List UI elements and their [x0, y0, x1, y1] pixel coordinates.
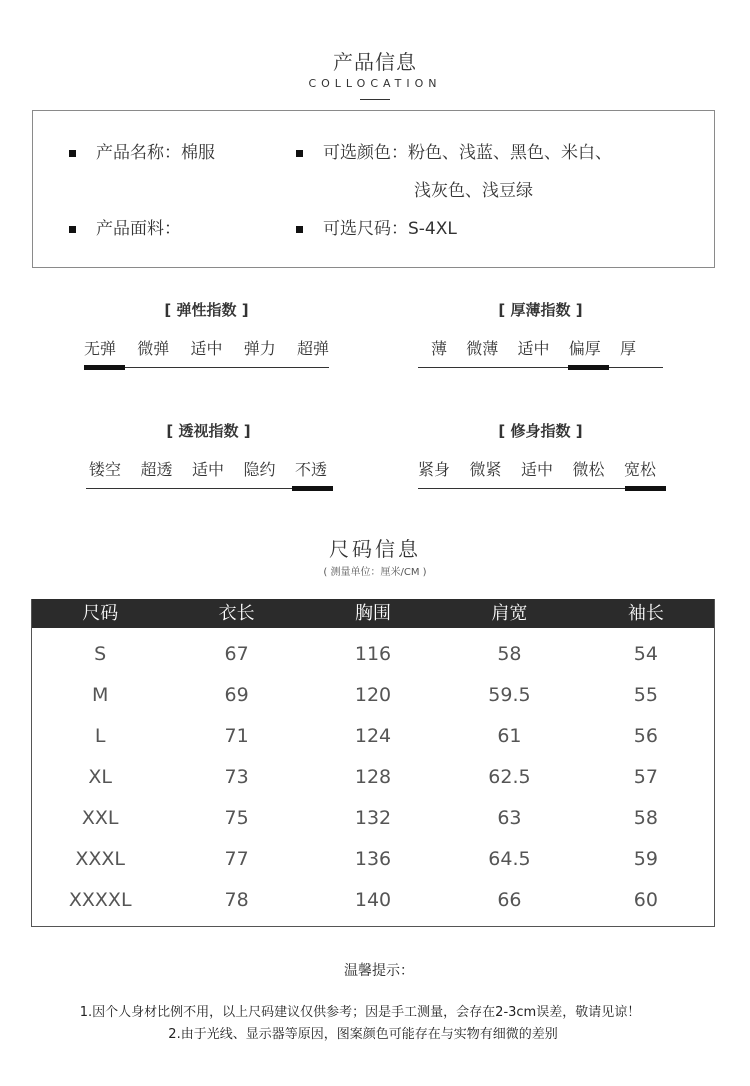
index-selected-marker: [568, 365, 609, 370]
table-cell: 61: [497, 725, 522, 747]
table-cell: XL: [88, 766, 112, 788]
index-option: 超弹: [296, 339, 329, 358]
column-header: 肩宽: [491, 603, 528, 624]
index-option: 微薄: [466, 339, 499, 358]
index-title: [ 修身指数 ]: [498, 422, 583, 440]
index-option: 紧身: [418, 460, 451, 479]
table-cell: XXXL: [75, 848, 126, 870]
product-info-box: [32, 110, 715, 268]
table-cell: 71: [224, 725, 249, 747]
table-cell: 64.5: [488, 848, 531, 870]
product-name-label: 产品名称：棉服: [96, 143, 215, 163]
table-cell: 140: [354, 889, 392, 911]
table-cell: 73: [224, 766, 249, 788]
table-cell: 136: [354, 848, 392, 870]
index-option: 弹力: [243, 339, 276, 358]
index-title: [ 厚薄指数 ]: [498, 301, 583, 319]
column-header: 衣长: [218, 603, 255, 624]
table-cell: 67: [224, 643, 249, 665]
table-cell: 77: [224, 848, 249, 870]
product-colors-label: 可选颜色：粉色、浅蓝、黑色、米白、: [323, 143, 612, 163]
table-cell: 58: [633, 807, 658, 829]
index-option: 隐约: [243, 460, 276, 479]
table-cell: S: [94, 643, 107, 665]
bullet-icon: [69, 226, 76, 233]
table-cell: 62.5: [488, 766, 531, 788]
table-cell: 120: [354, 684, 392, 706]
table-cell: M: [92, 684, 109, 706]
table-row: [32, 839, 714, 880]
tips-line-1: 1.因个人身材比例不用，以上尺码建议仅供参考；因是手工测量，会存在2-3cm误差，敬请见谅！: [79, 1005, 641, 1020]
product-fabric-label: 产品面料：: [96, 219, 181, 239]
table-cell: L: [94, 725, 106, 747]
table-cell: 58: [497, 643, 522, 665]
index-option: 薄: [431, 339, 448, 358]
table-row: [32, 880, 714, 921]
table-row: [32, 757, 714, 798]
page-title: 产品信息: [333, 50, 417, 74]
index-option: 适中: [191, 460, 224, 479]
table-cell: 59: [633, 848, 658, 870]
table-cell: 66: [497, 889, 522, 911]
index-option: 微松: [572, 460, 605, 479]
title-divider: [360, 99, 390, 100]
tips-line-2: 2.由于光线、显示器等原因，图案颜色可能存在与实物有细微的差别: [168, 1027, 558, 1042]
column-header: 胸围: [355, 603, 392, 624]
bullet-icon: [296, 150, 303, 157]
table-row: [32, 675, 714, 716]
index-selected-marker: [84, 365, 125, 370]
table-cell: XXL: [81, 807, 119, 829]
index-selected-marker: [625, 486, 666, 491]
table-cell: XXXXL: [68, 889, 132, 911]
index-option: 不透: [294, 460, 327, 479]
size-info-title: 尺码信息: [329, 537, 421, 561]
table-cell: 128: [354, 766, 392, 788]
table-cell: 116: [354, 643, 392, 665]
index-option: 偏厚: [568, 339, 601, 358]
index-option: 适中: [517, 339, 550, 358]
index-option: 微紧: [469, 460, 502, 479]
index-option: 厚: [619, 339, 636, 358]
index-option: 超透: [140, 460, 173, 479]
table-cell: 75: [224, 807, 249, 829]
size-table-header: [32, 599, 714, 628]
tips-title: 温馨提示：: [344, 963, 414, 979]
size-table: [31, 599, 715, 927]
index-selected-marker: [292, 486, 333, 491]
index-title: [ 弹性指数 ]: [164, 301, 249, 319]
bullet-icon: [69, 150, 76, 157]
table-cell: 63: [497, 807, 522, 829]
table-cell: 78: [224, 889, 249, 911]
table-cell: 59.5: [488, 684, 531, 706]
table-row: [32, 716, 714, 757]
table-cell: 57: [633, 766, 658, 788]
index-option: 微弹: [137, 339, 170, 358]
index-option: 宽松: [623, 460, 656, 479]
index-option: 镂空: [89, 460, 122, 479]
index-option: 适中: [520, 460, 553, 479]
page-subtitle: COLLOCATION: [308, 77, 442, 90]
size-info-unit: ( 测量单位：厘米/CM ): [323, 567, 427, 578]
product-colors-continued: 浅灰色、浅豆绿: [414, 181, 533, 201]
table-cell: 69: [224, 684, 249, 706]
table-cell: 54: [633, 643, 658, 665]
table-cell: 60: [633, 889, 658, 911]
product-sizes-label: 可选尺码：S-4XL: [323, 219, 457, 239]
index-option: 适中: [190, 339, 223, 358]
index-scale-line: [418, 367, 663, 368]
index-option: 无弹: [84, 339, 117, 358]
column-header: 袖长: [627, 603, 664, 624]
column-header: 尺码: [82, 603, 119, 624]
table-row: [32, 798, 714, 839]
index-title: [ 透视指数 ]: [166, 422, 251, 440]
table-row: [32, 634, 714, 675]
table-cell: 132: [354, 807, 392, 829]
table-cell: 56: [633, 725, 658, 747]
bullet-icon: [296, 226, 303, 233]
table-cell: 55: [633, 684, 658, 706]
table-cell: 124: [354, 725, 392, 747]
